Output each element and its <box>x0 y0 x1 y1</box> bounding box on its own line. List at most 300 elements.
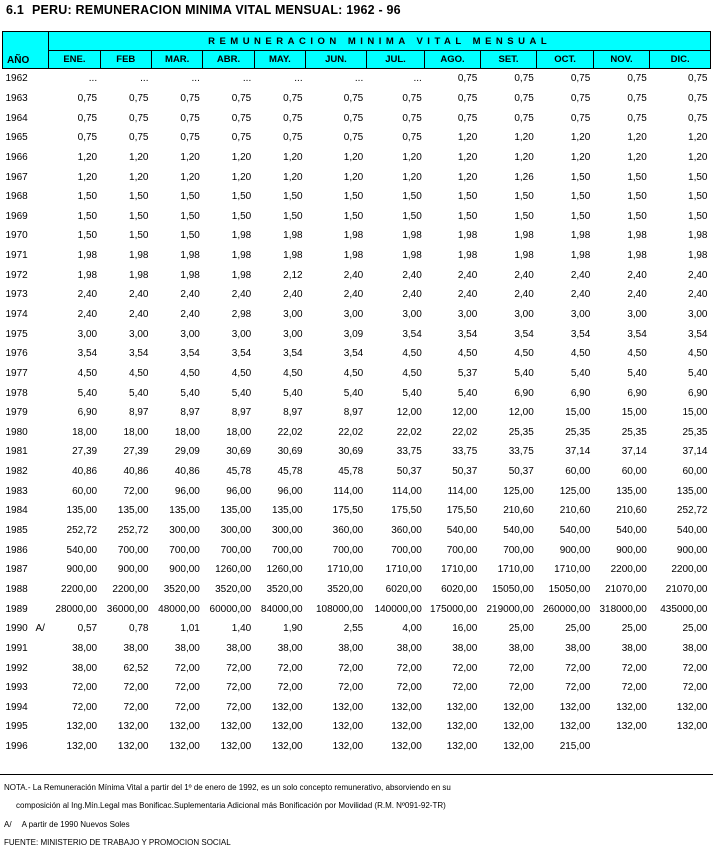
year-label: 1995 <box>5 721 28 733</box>
value-cell: 132,00 <box>616 701 647 713</box>
month-header: JUN. <box>306 51 367 69</box>
value-cell: 540,00 <box>503 525 534 537</box>
table-row <box>3 599 711 619</box>
value-cell: ... <box>354 73 364 85</box>
value-cell: 1710,00 <box>554 564 591 576</box>
value-cell: 700,00 <box>117 544 149 556</box>
value-cell: 29,09 <box>174 446 200 458</box>
value-cell: 21070,00 <box>665 583 708 595</box>
value-cell: 1,98 <box>343 250 364 262</box>
year-cell <box>3 285 49 305</box>
value-cell: 132,00 <box>559 721 591 733</box>
value-cell: 1,98 <box>231 230 252 242</box>
value-cell: 0,75 <box>343 92 364 104</box>
value-cell: 132,00 <box>272 701 303 713</box>
value-cell: 38,00 <box>123 642 149 654</box>
value-cell: 0,75 <box>402 92 422 104</box>
year-cell <box>3 658 49 678</box>
value-cell: 1,50 <box>570 191 591 203</box>
value-cell <box>593 737 650 757</box>
value-cell: 96,00 <box>226 485 252 497</box>
value-cell: 1,50 <box>402 191 422 203</box>
value-cell: 1260,00 <box>215 564 252 576</box>
table-row <box>3 285 711 305</box>
value-cell: 25,35 <box>508 426 534 438</box>
value-cell: 0,75 <box>180 92 200 104</box>
year-label: 1964 <box>5 112 28 124</box>
month-header: OCT. <box>537 51 594 69</box>
value-cell: 0,75 <box>570 112 591 124</box>
value-cell: 4,50 <box>627 348 647 360</box>
value-cell: 1,98 <box>77 269 98 281</box>
table-row <box>3 737 711 757</box>
value-cell: 4,50 <box>77 367 98 379</box>
table-row <box>3 69 711 89</box>
value-cell: 132,00 <box>391 741 422 753</box>
value-cell: 2,40 <box>283 289 303 301</box>
value-cell: 38,00 <box>508 642 534 654</box>
year-cell <box>3 481 49 501</box>
value-cell: 5,40 <box>688 367 708 379</box>
value-cell: 1,50 <box>402 210 422 222</box>
value-cell: 1,50 <box>77 210 98 222</box>
table-row <box>3 206 711 226</box>
year-label: 1993 <box>5 682 28 694</box>
value-cell: 0,75 <box>283 112 303 124</box>
value-cell: 1710,00 <box>497 564 534 576</box>
value-cell: 540,00 <box>559 525 591 537</box>
value-cell: 25,00 <box>565 623 591 635</box>
value-cell: 72,00 <box>277 662 303 674</box>
year-label: 1981 <box>5 446 28 458</box>
value-cell: 0,75 <box>457 73 478 85</box>
value-cell: 72,00 <box>508 662 534 674</box>
value-cell: 72,00 <box>396 662 422 674</box>
value-cell: 1,20 <box>343 171 364 183</box>
value-cell: 3520,00 <box>327 583 364 595</box>
value-cell: ... <box>413 73 422 85</box>
value-cell: 1260,00 <box>266 564 303 576</box>
value-cell: 700,00 <box>503 544 534 556</box>
year-cell <box>3 364 49 384</box>
value-cell: 45,78 <box>338 466 364 478</box>
year-label: 1984 <box>5 505 28 517</box>
value-cell: 1,20 <box>129 171 149 183</box>
value-cell: 40,86 <box>123 466 149 478</box>
value-cell: 5,40 <box>180 387 200 399</box>
value-cell: 96,00 <box>174 485 200 497</box>
value-cell: 4,50 <box>231 367 252 379</box>
value-cell: 72,00 <box>123 682 149 694</box>
year-cell <box>3 580 49 600</box>
year-cell <box>3 698 49 718</box>
value-cell: 1,50 <box>231 191 252 203</box>
year-cell <box>3 560 49 580</box>
value-cell: 2,40 <box>570 269 591 281</box>
value-cell: 72,00 <box>396 682 422 694</box>
value-cell: 132,00 <box>332 701 364 713</box>
value-cell: 72,00 <box>226 701 252 713</box>
value-cell: 435000,00 <box>660 603 708 615</box>
value-cell: 3520,00 <box>215 583 252 595</box>
value-cell: 38,00 <box>621 642 647 654</box>
year-cell <box>3 383 49 403</box>
value-cell: 1,50 <box>129 191 149 203</box>
value-cell: 132,00 <box>559 701 591 713</box>
year-cell <box>3 619 49 639</box>
value-cell: 1,50 <box>129 210 149 222</box>
value-cell: 6,90 <box>514 387 534 399</box>
year-label: 1966 <box>5 151 28 163</box>
value-cell: 3,00 <box>688 309 708 320</box>
value-cell: 1,20 <box>129 151 149 163</box>
year-cell <box>3 344 49 364</box>
table-row <box>3 540 711 560</box>
value-cell: 0,75 <box>570 73 591 85</box>
footnote-a <box>4 820 130 829</box>
value-cell: 140000,00 <box>374 603 422 615</box>
value-cell: 5,37 <box>457 367 478 379</box>
source-line: FUENTE: MINISTERIO DE TRABAJO Y PROMOCION SOCIAL <box>4 838 231 847</box>
value-cell: 132,00 <box>169 721 200 733</box>
value-cell: 38,00 <box>565 642 591 654</box>
value-cell: 12,00 <box>396 407 422 419</box>
value-cell: 1,98 <box>402 250 422 262</box>
value-cell: 540,00 <box>676 525 708 537</box>
value-cell: 2,40 <box>180 309 200 320</box>
value-cell: 38,00 <box>72 642 98 654</box>
value-cell: 38,00 <box>452 642 478 654</box>
value-cell: 4,50 <box>688 348 708 360</box>
table-row <box>3 560 711 580</box>
value-cell: 30,69 <box>277 446 303 458</box>
value-cell: 25,35 <box>621 426 647 438</box>
value-cell: 3,00 <box>231 328 252 340</box>
value-cell: 3,54 <box>231 348 252 360</box>
value-cell: 1,50 <box>180 191 200 203</box>
year-label: 1980 <box>5 426 28 438</box>
value-cell: 1,98 <box>283 250 303 262</box>
value-cell: 5,40 <box>231 387 252 399</box>
value-cell: 1,20 <box>688 132 708 144</box>
year-label: 1975 <box>5 328 28 340</box>
value-cell: 132,00 <box>676 701 708 713</box>
value-cell: 1,98 <box>402 230 422 242</box>
value-cell <box>650 737 711 757</box>
value-cell: 5,40 <box>402 387 422 399</box>
value-cell: 6020,00 <box>441 583 478 595</box>
month-header: AGO. <box>425 51 480 69</box>
year-label: 1979 <box>5 407 28 419</box>
year-label: 1962 <box>5 73 28 85</box>
value-cell: 18,00 <box>123 426 149 438</box>
value-cell: 3,00 <box>283 309 303 320</box>
value-cell: 260000,00 <box>543 603 591 615</box>
value-cell: 900,00 <box>559 544 591 556</box>
value-cell: 1,50 <box>457 191 478 203</box>
value-cell: 1,50 <box>343 210 364 222</box>
value-cell: 72,00 <box>338 682 364 694</box>
value-cell: 1,40 <box>231 623 252 635</box>
value-cell: 175,50 <box>446 505 478 517</box>
year-label: 1970 <box>5 230 28 242</box>
value-cell: 22,02 <box>396 426 422 438</box>
value-cell: 84000,00 <box>260 603 303 615</box>
value-cell: 1,20 <box>570 132 591 144</box>
value-cell: 3,54 <box>180 348 200 360</box>
value-cell: 1,98 <box>180 250 200 262</box>
year-label: 1982 <box>5 466 28 478</box>
value-cell: 1,50 <box>231 210 252 222</box>
value-cell: 15,00 <box>565 407 591 419</box>
value-cell: 1,98 <box>457 250 478 262</box>
value-cell: 3,00 <box>283 328 303 340</box>
value-cell: ... <box>242 73 252 85</box>
value-cell: 300,00 <box>220 525 252 537</box>
value-cell: 2,40 <box>129 309 149 320</box>
value-cell: 132,00 <box>332 741 364 753</box>
year-cell <box>3 305 49 325</box>
nota-line-2-text: composición al Ing.Mín.Legal mas Bonificac.Suplementaria Adicional más Bonificación por Movilidad (R.M. Nº091-92-TR) <box>16 801 446 810</box>
table-row <box>3 717 711 737</box>
value-cell: 96,00 <box>277 485 303 497</box>
value-cell: 1,20 <box>627 151 647 163</box>
value-cell: 27,39 <box>123 446 149 458</box>
value-cell: 3,00 <box>180 328 200 340</box>
value-cell: 252,72 <box>676 505 708 517</box>
value-cell: 1,98 <box>129 250 149 262</box>
year-cell <box>3 265 49 285</box>
table-row <box>3 678 711 698</box>
value-cell: 135,00 <box>169 505 200 517</box>
value-cell: 5,40 <box>514 367 534 379</box>
value-cell: 219000,00 <box>486 603 534 615</box>
value-cell: 28000,00 <box>55 603 98 615</box>
month-header: FEB <box>100 51 151 69</box>
value-cell: 1,20 <box>343 151 364 163</box>
value-cell: 4,50 <box>283 367 303 379</box>
year-label: 1989 <box>5 603 28 615</box>
value-cell: 3,00 <box>402 309 422 320</box>
value-cell: 1,50 <box>180 210 200 222</box>
value-cell: 3,00 <box>457 309 478 320</box>
year-cell <box>3 69 49 89</box>
value-cell: 72,00 <box>174 701 200 713</box>
value-cell: 3,00 <box>570 309 591 320</box>
value-cell: 2200,00 <box>60 583 98 595</box>
value-cell: 72,00 <box>452 662 478 674</box>
value-cell: 1,50 <box>514 210 534 222</box>
value-cell: 2,40 <box>180 289 200 301</box>
value-cell: 60000,00 <box>209 603 252 615</box>
value-cell: 3520,00 <box>266 583 303 595</box>
value-cell: 60,00 <box>621 466 647 478</box>
value-cell: 0,75 <box>514 92 534 104</box>
value-cell: 132,00 <box>391 721 422 733</box>
footnote-a-label: A/ <box>4 820 12 829</box>
value-cell: ... <box>88 73 98 85</box>
value-cell: 25,00 <box>682 623 708 635</box>
value-cell: 5,40 <box>129 387 149 399</box>
table-row <box>3 423 711 443</box>
table-row <box>3 501 711 521</box>
value-cell: 8,97 <box>129 407 149 419</box>
nota-line-1: NOTA.- La Remuneración Mínima Vital a partir del 1º de enero de 1992, es un solo concepto remunerativo, absorviendo en su <box>4 783 451 792</box>
value-cell: 132,00 <box>117 741 149 753</box>
year-label: 1977 <box>5 367 28 379</box>
value-cell: 60,00 <box>565 466 591 478</box>
value-cell: 36000,00 <box>106 603 149 615</box>
value-cell: 0,75 <box>129 132 149 144</box>
value-cell: 5,40 <box>77 387 98 399</box>
value-cell: 0,75 <box>514 73 534 85</box>
value-cell: 45,78 <box>226 466 252 478</box>
value-cell: 0,78 <box>129 623 149 635</box>
value-cell: 1,20 <box>77 151 98 163</box>
value-cell: 1,98 <box>514 230 534 242</box>
value-cell: 132,00 <box>332 721 364 733</box>
value-cell: 2,40 <box>627 289 647 301</box>
value-cell: 72,00 <box>682 662 708 674</box>
value-cell: 540,00 <box>446 525 478 537</box>
year-cell <box>3 324 49 344</box>
year-label: 1972 <box>5 269 28 281</box>
year-label: 1996 <box>5 741 28 753</box>
value-cell: ... <box>294 73 303 85</box>
value-cell: 5,40 <box>283 387 303 399</box>
value-cell: 1,50 <box>343 191 364 203</box>
value-cell: 37,14 <box>621 446 647 458</box>
value-cell: 1,98 <box>231 250 252 262</box>
value-cell: 1,20 <box>627 132 647 144</box>
year-label: 1967 <box>5 171 28 183</box>
value-cell: 1,20 <box>570 151 591 163</box>
value-cell: 132,00 <box>676 721 708 733</box>
value-cell: 2,40 <box>627 269 647 281</box>
value-cell: 3,00 <box>343 309 364 320</box>
value-cell: 3,00 <box>77 328 98 340</box>
value-cell: 135,00 <box>220 505 252 517</box>
table-row <box>3 481 711 501</box>
year-label: 1974 <box>5 309 28 320</box>
value-cell: 48000,00 <box>158 603 200 615</box>
year-label: 1968 <box>5 191 28 203</box>
value-cell: 30,69 <box>226 446 252 458</box>
value-cell: 72,00 <box>508 682 534 694</box>
value-cell: 1,20 <box>688 151 708 163</box>
value-cell: 15,00 <box>621 407 647 419</box>
year-label: 1990 <box>5 623 28 635</box>
value-cell: 22,02 <box>452 426 478 438</box>
value-cell: 15050,00 <box>492 583 534 595</box>
nota-line-2 <box>4 801 446 810</box>
table-row <box>3 462 711 482</box>
value-cell: 3,00 <box>514 309 534 320</box>
value-cell: 114,00 <box>447 485 478 497</box>
year-label: 1985 <box>5 525 28 537</box>
value-cell: 700,00 <box>332 544 364 556</box>
value-cell: 0,75 <box>402 112 422 124</box>
value-cell: 0,75 <box>180 112 200 124</box>
value-cell: 2,55 <box>343 623 364 635</box>
year-note: A/ <box>35 623 45 635</box>
value-cell: 3,00 <box>627 309 647 320</box>
value-cell: 1,50 <box>180 230 200 242</box>
year-cell <box>3 206 49 226</box>
value-cell: 3,54 <box>343 348 364 360</box>
value-cell: 1,50 <box>129 230 149 242</box>
value-cell: 3,54 <box>457 328 478 340</box>
value-cell: 4,50 <box>457 348 478 360</box>
value-cell: 132,00 <box>391 701 422 713</box>
value-cell: 3,54 <box>627 328 647 340</box>
value-cell: 1,50 <box>77 230 98 242</box>
value-cell: 18,00 <box>72 426 98 438</box>
table-row <box>3 108 711 128</box>
value-cell: 1710,00 <box>327 564 364 576</box>
year-cell <box>3 737 49 757</box>
value-cell: 5,40 <box>570 367 591 379</box>
value-cell: 25,35 <box>682 426 708 438</box>
value-cell: ... <box>140 73 149 85</box>
value-cell: 114,00 <box>333 485 364 497</box>
table-row <box>3 305 711 325</box>
table-row <box>3 187 711 207</box>
table-row <box>3 148 711 168</box>
value-cell: 2,12 <box>283 269 303 281</box>
value-cell: 1,20 <box>402 151 422 163</box>
table-row <box>3 246 711 266</box>
value-cell: 1,98 <box>77 250 98 262</box>
value-cell: 0,75 <box>570 92 591 104</box>
value-cell: 108000,00 <box>315 603 364 615</box>
value-cell: 700,00 <box>220 544 252 556</box>
value-cell: 700,00 <box>169 544 200 556</box>
year-label: 1986 <box>5 544 28 556</box>
value-cell: 3,09 <box>343 328 364 340</box>
value-cell: 252,72 <box>66 525 98 537</box>
span-header: REMUNERACION MINIMA VITAL MENSUAL <box>49 32 711 51</box>
value-cell: 6,90 <box>627 387 647 399</box>
value-cell: 1,98 <box>627 230 647 242</box>
table-row <box>3 167 711 187</box>
value-cell: 700,00 <box>391 544 422 556</box>
wage-table <box>2 31 711 756</box>
value-cell: 132,00 <box>446 701 478 713</box>
value-cell: 8,97 <box>180 407 200 419</box>
table-row <box>3 383 711 403</box>
value-cell: 900,00 <box>66 564 98 576</box>
year-label: 1978 <box>5 387 28 399</box>
value-cell: 0,75 <box>180 132 200 144</box>
year-cell <box>3 717 49 737</box>
value-cell: 72,00 <box>226 662 252 674</box>
value-cell: 72,00 <box>452 682 478 694</box>
table-row <box>3 403 711 423</box>
value-cell: 1,98 <box>570 230 591 242</box>
table-row <box>3 344 711 364</box>
value-cell: 1,20 <box>180 151 200 163</box>
value-cell: 38,00 <box>277 642 303 654</box>
value-cell: 33,75 <box>396 446 422 458</box>
value-cell: 1710,00 <box>385 564 422 576</box>
table-number: 6.1 <box>6 3 24 17</box>
value-cell: 50,37 <box>452 466 478 478</box>
table-row <box>3 226 711 246</box>
value-cell: 2200,00 <box>610 564 647 576</box>
value-cell: 72,00 <box>621 662 647 674</box>
value-cell: 3,54 <box>129 348 149 360</box>
